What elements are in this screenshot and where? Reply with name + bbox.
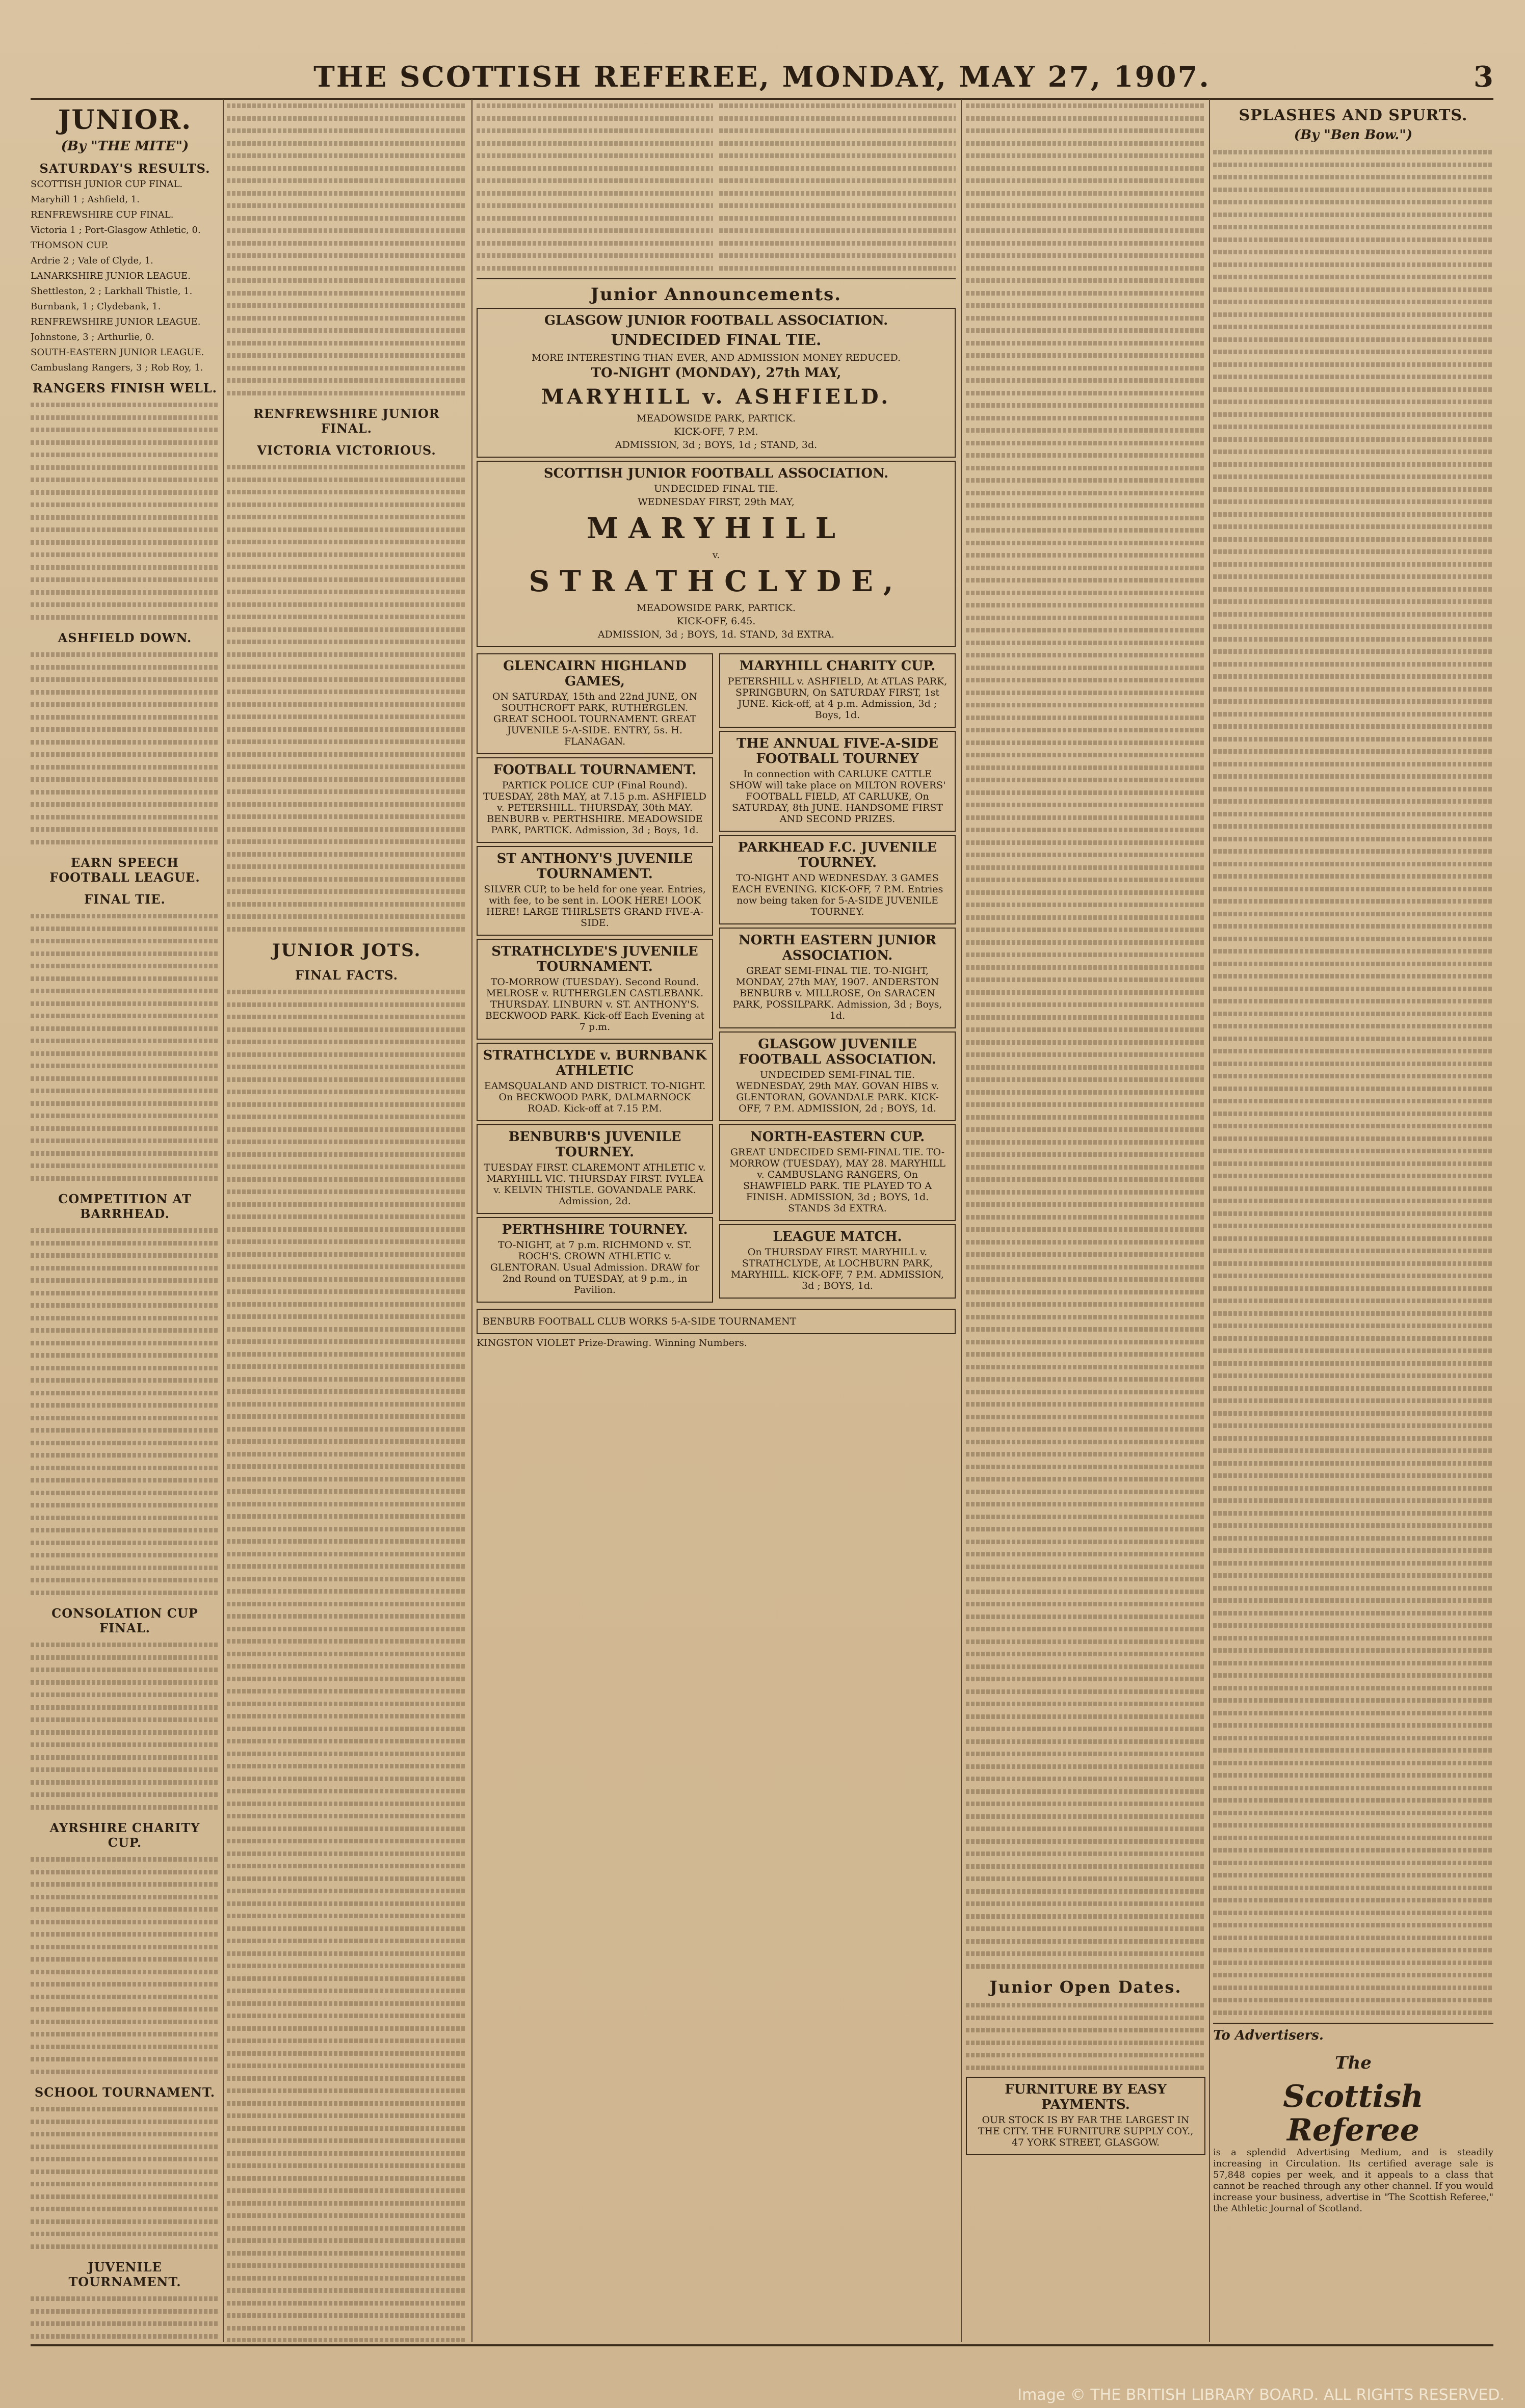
ads-grid xyxy=(477,650,956,1306)
gjfa-sub: MORE INTERESTING THAN EVER, AND ADMISSION MONEY REDUCED. xyxy=(531,352,901,363)
junior-heading: JUNIOR. xyxy=(58,104,192,136)
final-facts-heading: FINAL FACTS. xyxy=(295,968,399,983)
victoria-heading: VICTORIA VICTORIOUS. xyxy=(257,443,436,458)
article-text xyxy=(31,910,219,1184)
ad-body: PETERSHILL v. ASHFIELD, At ATLAS PARK, SPRINGBURN, On SATURDAY FIRST, 1st JUNE. Kick-off, at 4 p.m. Admission, 3d ; Boys, 1d. xyxy=(727,676,948,721)
furniture-ad xyxy=(966,2077,1205,2155)
splashes-heading: SPLASHES AND SPURTS. xyxy=(1239,107,1468,124)
sjfa-venue: MEADOWSIDE PARK, PARTICK. xyxy=(636,602,796,614)
ad-title: LEAGUE MATCH. xyxy=(773,1229,902,1245)
school-heading: SCHOOL TOURNAMENT. xyxy=(34,2085,216,2100)
final-tie-heading: FINAL TIE. xyxy=(84,892,166,907)
gjfa-title: UNDECIDED FINAL TIE. xyxy=(611,331,822,349)
divider xyxy=(477,278,956,279)
result-line: RENFREWSHIRE JUNIOR LEAGUE. xyxy=(31,316,201,327)
sfl-heading: EARN SPEECH FOOTBALL LEAGUE. xyxy=(49,855,200,885)
ad-body: TUESDAY FIRST. CLAREMONT ATHLETIC v. MARYHILL VIC. THURSDAY FIRST. IVYLEA v. KELVIN THISTLE. GOVANDALE PARK. Admission, 2d. xyxy=(484,1162,706,1207)
ad-box xyxy=(719,1031,956,1121)
divider xyxy=(1213,2023,1493,2024)
junior-byline: (By "THE MITE") xyxy=(61,139,189,154)
ad-box xyxy=(477,757,713,843)
referee-name-1: Scottish xyxy=(1283,2079,1424,2114)
sjfa-team1: MARYHILL xyxy=(586,512,846,545)
result-line: Burnbank, 1 ; Clydebank, 1. xyxy=(31,301,161,312)
footer-rule xyxy=(31,2344,1493,2346)
ad-body: TO-NIGHT, at 7 p.m. RICHMOND v. ST. ROCH'S. CROWN ATHLETIC v. GLENTORAN. Usual Admission. DRAW for 2nd Round on TUESDAY, at 9 p.m., in Pavilion. xyxy=(490,1239,700,1295)
ad-body: SILVER CUP, to be held for one year. Entries, with fee, to be sent in. LOOK HERE! LOOK HERE! LARGE THIRLSETS GRAND FIVE-A-SIDE. xyxy=(484,884,706,929)
ad-body: PARTICK POLICE CUP (Final Round). TUESDAY, 28th MAY, at 7.15 p.m. ASHFIELD v. PETERSHILL. THURSDAY, 30th MAY. BENBURB v. PERTHSHIRE. MEADOWSIDE PARK, PARTICK. Admission, 3d ; Boys, 1d. xyxy=(483,780,706,836)
image-credit: Image © THE BRITISH LIBRARY BOARD. ALL RIGHTS RESERVED. xyxy=(1017,2386,1505,2404)
article-text xyxy=(31,1853,219,2078)
ad-body: TO-NIGHT AND WEDNESDAY. 3 GAMES EACH EVENING. KICK-OFF, 7 P.M. Entries now being taken for 5-A-SIDE JUVENILE TOURNEY. xyxy=(731,872,943,917)
ad-box xyxy=(477,939,713,1040)
ad-title: PARKHEAD F.C. JUVENILE TOURNEY. xyxy=(738,840,937,870)
ad-box xyxy=(477,653,713,754)
gjfa-ad xyxy=(477,308,956,458)
sjfa-org: SCOTTISH JUNIOR FOOTBALL ASSOCIATION. xyxy=(543,466,889,481)
article-text xyxy=(227,99,466,399)
consolation-heading: CONSOLATION CUP FINAL. xyxy=(51,1606,198,1635)
article-text xyxy=(31,2292,219,2342)
ad-body: TO-MORROW (TUESDAY). Second Round. MELROSE v. RUTHERGLEN CASTLEBANK. THURSDAY. LINBURN v. ST. ANTHONY'S. BECKWOOD PARK. Kick-off Each Evening at 7 p.m. xyxy=(485,976,705,1033)
results-list xyxy=(31,179,219,374)
ad-title: NORTH-EASTERN CUP. xyxy=(750,1129,925,1145)
masthead xyxy=(31,56,1493,97)
result-line: Johnstone, 3 ; Arthurlie, 0. xyxy=(31,332,154,342)
article-text xyxy=(477,99,713,274)
benburb-text: BENBURB FOOTBALL CLUB WORKS 5-A-SIDE TOURNAMENT xyxy=(483,1316,797,1327)
ad-body: UNDECIDED SEMI-FINAL TIE. WEDNESDAY, 29th MAY. GOVAN HIBS v. GLENTORAN, GOVANDALE PARK. KICK-OFF, 7 P.M. ADMISSION, 2d ; BOYS, 1d. xyxy=(735,1069,939,1114)
open-dates-heading: Junior Open Dates. xyxy=(989,1977,1182,1997)
article-text xyxy=(31,2103,219,2253)
sjfa-team2: STRATHCLYDE, xyxy=(529,565,904,598)
jots-heading: JUNIOR JOTS. xyxy=(272,940,422,961)
article-text xyxy=(966,1999,1205,2074)
ad-title: PERTHSHIRE TOURNEY. xyxy=(502,1222,688,1237)
result-line: Cambuslang Rangers, 3 ; Rob Roy, 1. xyxy=(31,362,203,373)
result-line: THOMSON CUP. xyxy=(31,240,109,251)
masthead-title: THE SCOTTISH REFEREE, MONDAY, MAY 27, 1907. xyxy=(313,60,1211,94)
article-text xyxy=(227,986,466,2342)
gjfa-admission: ADMISSION, 3d ; BOYS, 1d ; STAND, 3d. xyxy=(615,439,818,451)
result-line: Victoria 1 ; Port-Glasgow Athletic, 0. xyxy=(31,225,201,235)
kingston-text: KINGSTON VIOLET Prize-Drawing. Winning Numbers. xyxy=(477,1337,747,1348)
ad-body: On THURSDAY FIRST. MARYHILL v. STRATHCLYDE, At LOCHBURN PARK, MARYHILL. KICK-OFF, 7 P.M. ADMISSION, 3d ; BOYS, 1d. xyxy=(730,1247,944,1291)
competition-heading: COMPETITION AT BARRHEAD. xyxy=(58,1192,192,1221)
article-text xyxy=(31,1224,219,1599)
article-text xyxy=(31,648,219,848)
ad-title: FOOTBALL TOURNAMENT. xyxy=(493,762,697,778)
ashfield-heading: ASHFIELD DOWN. xyxy=(58,630,192,645)
gjfa-venue: MEADOWSIDE PARK, PARTICK. xyxy=(636,413,796,424)
splashes-byline: (By "Ben Bow.") xyxy=(1294,127,1413,143)
sjfa-versus: v. xyxy=(712,549,720,561)
ad-title: NORTH EASTERN JUNIOR ASSOCIATION. xyxy=(738,933,937,963)
furniture-body: OUR STOCK IS BY FAR THE LARGEST IN THE CITY. THE FURNITURE SUPPLY COY., 47 YORK STREET, GLASGOW. xyxy=(978,2114,1194,2148)
gjfa-match: MARYHILL v. ASHFIELD. xyxy=(541,385,891,409)
results-heading: SATURDAY'S RESULTS. xyxy=(39,161,211,176)
result-line: Ardrie 2 ; Vale of Clyde, 1. xyxy=(31,255,153,266)
ad-body: GREAT SEMI-FINAL TIE. TO-NIGHT, MONDAY, 27th MAY, 1907. ANDERSTON BENBURB v. MILLROSE, On SARACEN PARK, POSSILPARK. Admission, 3d ; Boys, 1d. xyxy=(732,965,942,1021)
page-number: 3 xyxy=(1474,60,1493,94)
ad-box xyxy=(719,731,956,832)
furniture-title: FURNITURE BY EASY PAYMENTS. xyxy=(1005,2082,1167,2112)
ad-box xyxy=(719,1224,956,1299)
article-text xyxy=(31,399,219,623)
column-three xyxy=(477,99,956,2342)
ad-box xyxy=(719,653,956,728)
sjfa-admission: ADMISSION, 3d ; BOYS, 1d. STAND, 3d EXTRA. xyxy=(597,629,835,640)
sjfa-when: WEDNESDAY FIRST, 29th MAY, xyxy=(638,496,795,508)
article-text xyxy=(31,1638,219,1813)
ad-box xyxy=(477,1043,713,1121)
gjfa-when: TO-NIGHT (MONDAY), 27th MAY, xyxy=(591,365,842,381)
ad-box xyxy=(477,846,713,936)
benburb-strip xyxy=(477,1309,956,1334)
advertisers-heading: To Advertisers. xyxy=(1213,2028,1324,2043)
gjfa-kickoff: KICK-OFF, 7 P.M. xyxy=(674,426,758,437)
announcements-heading: Junior Announcements. xyxy=(590,284,842,305)
result-line: LANARKSHIRE JUNIOR LEAGUE. xyxy=(31,271,191,281)
column-four xyxy=(966,99,1205,2342)
ad-box xyxy=(477,1217,713,1303)
article-text xyxy=(966,99,1205,1972)
column-five xyxy=(1213,99,1493,2342)
result-line: Maryhill 1 ; Ashfield, 1. xyxy=(31,194,140,205)
sjfa-kickoff: KICK-OFF, 6.45. xyxy=(676,616,756,627)
column-rule xyxy=(471,99,472,2342)
column-rule xyxy=(223,99,224,2342)
ad-title: BENBURB'S JUVENILE TOURNEY. xyxy=(508,1129,681,1160)
ad-title: GLASGOW JUVENILE FOOTBALL ASSOCIATION. xyxy=(739,1037,936,1067)
column-junior xyxy=(31,99,219,2342)
gjfa-org: GLASGOW JUNIOR FOOTBALL ASSOCIATION. xyxy=(544,313,888,328)
column-rule xyxy=(1209,99,1210,2342)
ad-title: MARYHILL CHARITY CUP. xyxy=(739,658,936,674)
column-two xyxy=(227,99,466,2342)
ad-title: ST ANTHONY'S JUVENILE TOURNAMENT. xyxy=(496,851,693,882)
article-text xyxy=(719,99,956,274)
result-line: SOUTH-EASTERN JUNIOR LEAGUE. xyxy=(31,347,204,358)
ad-box xyxy=(719,1124,956,1221)
ads-left xyxy=(477,650,713,1306)
referee-the: The xyxy=(1335,2053,1372,2073)
ad-title: THE ANNUAL FIVE-A-SIDE FOOTBALL TOURNEY xyxy=(736,736,939,766)
ad-title: STRATHCLYDE'S JUVENILE TOURNAMENT. xyxy=(491,944,698,974)
ayrshire-heading: AYRSHIRE CHARITY CUP. xyxy=(49,1820,200,1850)
ad-body: ON SATURDAY, 15th and 22nd JUNE, ON SOUTHCROFT PARK, RUTHERGLEN. GREAT SCHOOL TOURNAMENT. GREAT JUVENILE 5-A-SIDE. ENTRY, 5s. H. FLANAGAN. xyxy=(492,691,698,747)
ad-box xyxy=(719,928,956,1028)
juvenile-heading: JUVENILE TOURNAMENT. xyxy=(68,2260,181,2289)
sjfa-ad xyxy=(477,461,956,647)
ad-body: EAMSQUALAND AND DISTRICT. TO-NIGHT. On BECKWOOD PARK, DALMARNOCK ROAD. Kick-off at 7.15 P.M. xyxy=(484,1080,706,1114)
rangers-heading: RANGERS FINISH WELL. xyxy=(32,381,218,395)
result-line: Shettleston, 2 ; Larkhall Thistle, 1. xyxy=(31,286,193,297)
ad-box xyxy=(477,1124,713,1214)
article-text xyxy=(1213,146,1493,2019)
renfrew-heading: RENFREWSHIRE JUNIOR FINAL. xyxy=(253,406,440,436)
ad-body: In connection with CARLUKE CATTLE SHOW will take place on MILTON ROVERS' FOOTBALL FIELD, AT CARLUKE, On SATURDAY, 8th JUNE. HANDSOME FIRST AND SECOND PRIZES. xyxy=(729,769,946,825)
ad-title: GLENCAIRN HIGHLAND GAMES, xyxy=(503,658,687,689)
ad-title: STRATHCLYDE v. BURNBANK ATHLETIC xyxy=(483,1048,707,1078)
referee-name-2: Referee xyxy=(1287,2112,1419,2148)
article-text xyxy=(227,461,466,935)
result-line: RENFREWSHIRE CUP FINAL. xyxy=(31,209,174,220)
column-rule xyxy=(961,99,962,2342)
ad-box xyxy=(719,835,956,924)
ads-right xyxy=(719,650,956,1306)
top-articles xyxy=(477,99,956,274)
referee-blurb: is a splendid Advertising Medium, and is steadily increasing in Circulation. Its certified average sale is 57,848 copies per week, and it appeals to a class that cannot be reached through any other channel. If you would increase your business, advertise in "The Scottish Referee," the Athletic Journal of Scotland. xyxy=(1213,2147,1493,2214)
result-line: SCOTTISH JUNIOR CUP FINAL. xyxy=(31,179,183,190)
sjfa-title: UNDECIDED FINAL TIE. xyxy=(654,483,778,494)
ad-body: GREAT UNDECIDED SEMI-FINAL TIE. TO-MORROW (TUESDAY), MAY 28. MARYHILL v. CAMBUSLANG RANGERS, On SHAWFIELD PARK. TIE PLAYED TO A FINISH. ADMISSION, 3d ; BOYS, 1d. STANDS 3d EXTRA. xyxy=(729,1147,945,1214)
